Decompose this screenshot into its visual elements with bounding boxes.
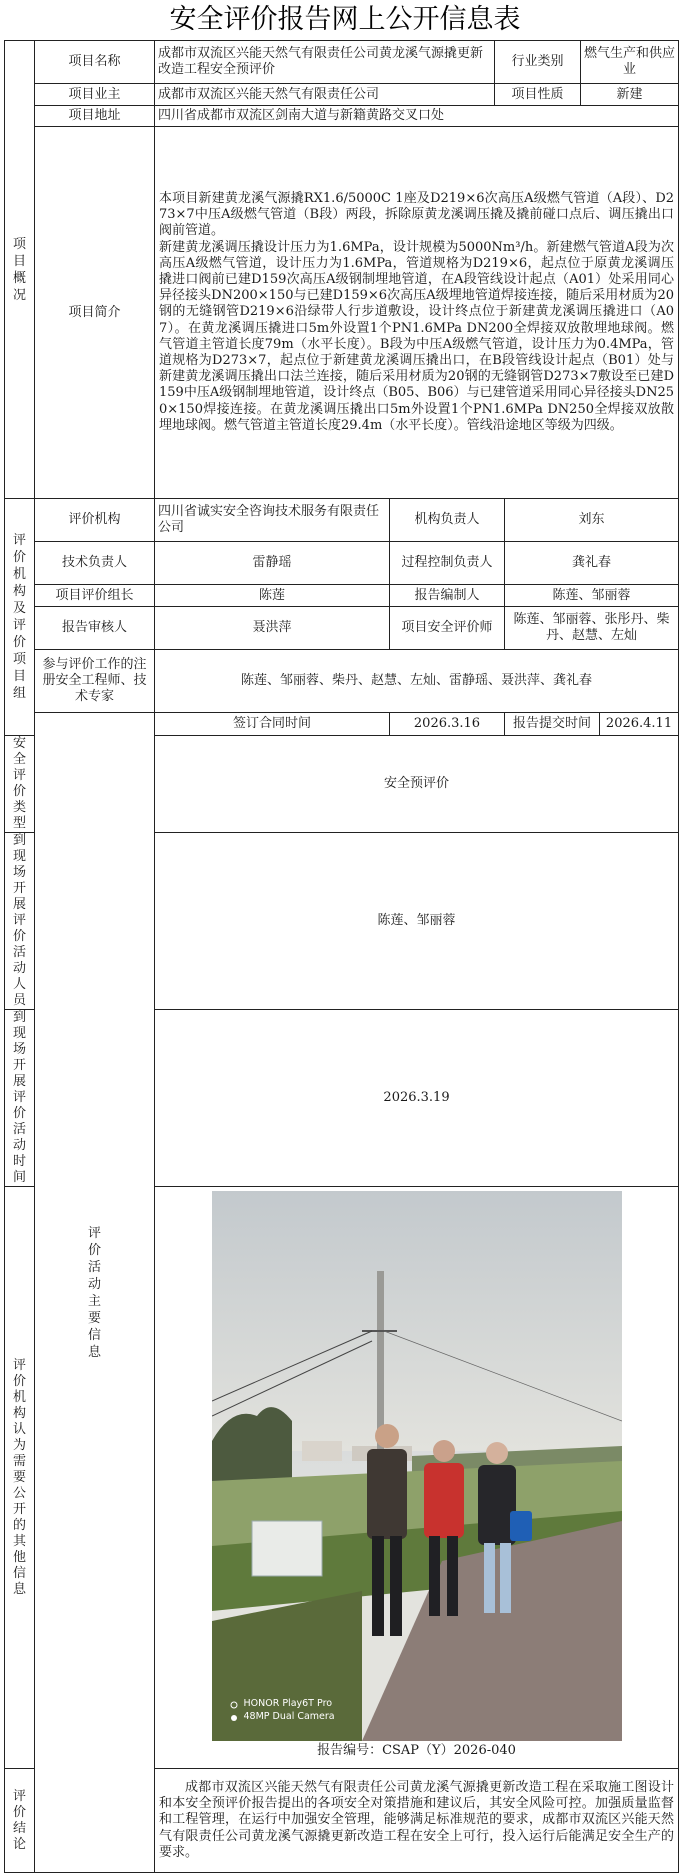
page-title: 安全评价报告网上公开信息表	[169, 4, 521, 35]
agency-head-label: 机构负责人	[390, 499, 505, 542]
agency-head: 刘东	[505, 499, 679, 542]
site-photo-illustration	[212, 1191, 622, 1741]
info-table	[4, 40, 679, 1873]
site-photo	[212, 1191, 622, 1741]
submit-date: 2026.4.11	[605, 716, 673, 731]
project-intro	[155, 127, 679, 499]
process-lead-label: 过程控制负责人	[390, 542, 505, 585]
agency-name: 四川省诚实安全咨询技术服务有限责任公司	[155, 499, 390, 542]
other-info-label: 评价机构认为需要公开的其他信息	[5, 1187, 35, 1769]
assessors: 陈莲、邹丽蓉、张彤丹、柴丹、赵慧、左灿	[505, 607, 679, 650]
assessment-type-label: 安全评价类型	[5, 736, 35, 833]
reviewer-label: 报告审核人	[35, 607, 155, 650]
team-leader: 陈莲	[155, 585, 390, 607]
project-intro-label: 项目简介	[35, 127, 155, 499]
conclusion-label: 评价结论	[5, 1769, 35, 1873]
camera-watermark-line: 48MP Dual Camera	[243, 1711, 335, 1722]
assessment-type: 安全预评价	[155, 736, 679, 833]
engineers-label: 参与评价工作的注册安全工程师、技术专家	[35, 650, 155, 713]
engineers: 陈莲、邹丽蓉、柴丹、赵慧、左灿、雷静瑶、聂洪萍、龚礼春	[155, 650, 679, 713]
section-org: 评 价 机 构 及 评 价 项 目 组	[5, 499, 35, 736]
project-name-label: 项目名称	[35, 41, 155, 84]
industry-label: 行业类别	[495, 41, 581, 84]
submit-row	[505, 713, 679, 736]
tech-lead: 雷静瑶	[155, 542, 390, 585]
report-number: 报告编号：CSAP（Y）2026-040	[317, 1743, 516, 1758]
reviewer: 聂洪萍	[155, 607, 390, 650]
camera-watermark	[244, 1697, 335, 1723]
contract-date-label: 签订合同时间	[155, 713, 390, 736]
assessor-label: 项目安全评价师	[390, 607, 505, 650]
project-intro-paragraph: 本项目新建黄龙溪气源撬RX1.6/5000C 1座及D219×6次高压A级燃气管道（A段）、D273×7中压A级燃气管道（B段）两段，拆除原黄龙溪调压撬及撬前碰口点后、调压撬出口阀前管道。	[159, 190, 675, 239]
agency-label: 评价机构	[35, 499, 155, 542]
project-address-label: 项目地址	[35, 106, 155, 127]
section-project-overview: 项 目 概 况	[5, 41, 35, 499]
project-intro-paragraph: 新建黄龙溪调压撬设计压力为1.6MPa，设计规模为5000Nm³/h。新建燃气管道A段为次高压A级燃气管道，设计压力为1.6MPa，管道规格为D219×6，起点位于原黄龙溪调压撬进口阀前已建D159次高压A级钢制埋地管道，在A段管线设计起点（A01）处采用同心异径接头DN200×150与已建D159×6次高压A级埋地管道焊接连接，随后采用材质为20钢的无缝钢管D219×6沿绿带人行步道敷设，设计终点位于新建黄龙溪调压撬进口（A07）。在黄龙溪调压撬进口5m外设置1个PN1.6MPa DN200全焊接双放散埋地球阀。燃气管道主管道长度79m（水平长度）。B段为中压A级燃气管道，设计压力为0.4MPa，管道规格为D273×7，起点位于新建黄龙溪调压撬出口，在B段管线设计起点（B01）处与新建黄龙溪调压撬出口法兰连接，随后采用材质为20钢的无缝钢管D273×7敷设至已建D159中压A级钢制埋地管道，设计终点（B05、B06）与已建管道采用同心异径接头DN250×150焊接连接。在黄龙溪调压撬出口5m外设置1个PN1.6MPa DN250全焊接双放散埋地球阀。燃气管道主管道长度29.4m（水平长度）。管线沿途地区等级为四级。	[159, 239, 675, 433]
onsite-time-label: 到现场开展评价活动时间	[5, 1010, 35, 1187]
industry-value: 燃气生产和供应业	[581, 41, 679, 84]
project-name: 成都市双流区兴能天然气有限责任公司黄龙溪气源撬更新改造工程安全预评价	[155, 41, 495, 84]
project-nature: 新建	[581, 84, 679, 106]
tech-lead-label: 技术负责人	[35, 542, 155, 585]
other-info	[155, 1187, 679, 1769]
project-nature-label: 项目性质	[495, 84, 581, 106]
section-activity: 评 价 活 动 主 要 信 息	[35, 713, 155, 1873]
project-owner-label: 项目业主	[35, 84, 155, 106]
onsite-people-label: 到现场开展评价活动人员	[5, 833, 35, 1010]
conclusion: 成都市双流区兴能天然气有限责任公司黄龙溪气源撬更新改造工程在采取施工图设计和本安全预评价报告提出的各项安全对策措施和建议后，其安全风险可控。加强质量监督和工程管理，在运行中加强安全管理，能够满足标准规范的要求，成都市双流区兴能天然气有限责任公司黄龙溪气源撬更新改造工程在安全上可行，投入运行后能满足安全生产的要求。	[155, 1769, 679, 1873]
onsite-time: 2026.3.19	[155, 1010, 679, 1187]
team-leader-label: 项目评价组长	[35, 585, 155, 607]
onsite-people: 陈莲、邹丽蓉	[155, 833, 679, 1010]
project-address: 四川省成都市双流区剑南大道与新籍黄路交叉口处	[155, 106, 679, 127]
camera-watermark-line: HONOR Play6T Pro	[243, 1698, 333, 1709]
compiler: 陈莲、邹丽蓉	[505, 585, 679, 607]
project-owner: 成都市双流区兴能天然气有限责任公司	[155, 84, 495, 106]
contract-date: 2026.3.16	[390, 713, 505, 736]
submit-date-label: 报告提交时间	[505, 713, 600, 735]
compiler-label: 报告编制人	[390, 585, 505, 607]
process-lead: 龚礼春	[505, 542, 679, 585]
